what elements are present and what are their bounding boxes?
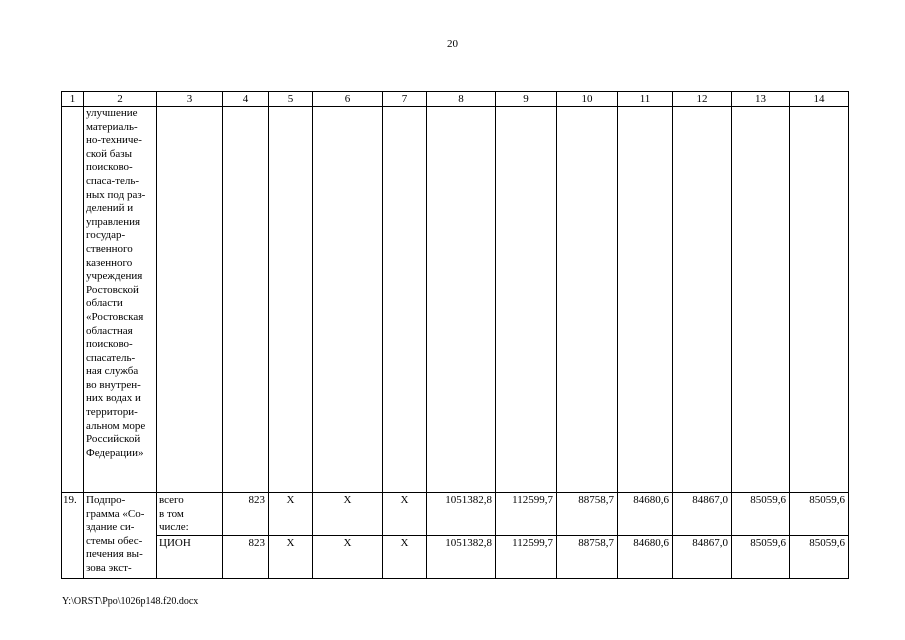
cell-value: Х bbox=[269, 493, 313, 536]
page-number: 20 bbox=[447, 38, 458, 50]
subprogram-name: Подпро- грамма «Со- здание си- стемы обес- печения вы- зова экст- bbox=[84, 493, 157, 579]
cell-value: 84680,6 bbox=[618, 493, 673, 536]
column-number: 11 bbox=[618, 92, 673, 107]
cell-value: 85059,6 bbox=[790, 536, 849, 579]
cell-value: 1051382,8 bbox=[427, 536, 496, 579]
cell-value: Х bbox=[269, 536, 313, 579]
column-number: 8 bbox=[427, 92, 496, 107]
column-number: 10 bbox=[557, 92, 618, 107]
cell-value: 823 bbox=[223, 493, 269, 536]
column-number: 2 bbox=[84, 92, 157, 107]
column-number: 9 bbox=[496, 92, 557, 107]
cell-value: 1051382,8 bbox=[427, 493, 496, 536]
continued-row bbox=[62, 107, 849, 493]
table-row bbox=[62, 536, 849, 579]
table-row bbox=[62, 493, 849, 536]
cell-value: 112599,7 bbox=[496, 536, 557, 579]
column-number-row bbox=[62, 92, 849, 107]
cell-value: Х bbox=[313, 493, 383, 536]
cell-value: Х bbox=[383, 493, 427, 536]
cell-value: 84680,6 bbox=[618, 536, 673, 579]
funding-source: ЦИОН bbox=[157, 536, 223, 579]
row-number: 19. bbox=[62, 493, 84, 579]
column-number: 3 bbox=[157, 92, 223, 107]
column-number: 6 bbox=[313, 92, 383, 107]
column-number: 12 bbox=[673, 92, 732, 107]
column-number: 1 bbox=[62, 92, 84, 107]
cell-value: Х bbox=[383, 536, 427, 579]
cell-value: 112599,7 bbox=[496, 493, 557, 536]
footer-file-path: Y:\ORST\Ppo\1026p148.f20.docx bbox=[62, 596, 199, 607]
cell-value: 823 bbox=[223, 536, 269, 579]
column-number: 13 bbox=[732, 92, 790, 107]
cell-value: 85059,6 bbox=[732, 493, 790, 536]
funding-source: всего в том числе: bbox=[157, 493, 223, 536]
column-number: 14 bbox=[790, 92, 849, 107]
column-number: 5 bbox=[269, 92, 313, 107]
cell-value: Х bbox=[313, 536, 383, 579]
cell-value: 84867,0 bbox=[673, 536, 732, 579]
continued-description: улучшение материаль- но-техниче- ской базы поисково- спаса-тель- ных под раз- делений и управления государ- ственного казенного учреждения Ростовской области «Ростовская областная поисково- спасатель- ная служба во внутрен- них водах и территори- альном море Российской Федерации» bbox=[84, 107, 157, 493]
cell-value: 85059,6 bbox=[790, 493, 849, 536]
column-number: 7 bbox=[383, 92, 427, 107]
cell-value: 85059,6 bbox=[732, 536, 790, 579]
cell-value: 88758,7 bbox=[557, 536, 618, 579]
budget-table bbox=[61, 91, 849, 579]
column-number: 4 bbox=[223, 92, 269, 107]
cell-value: 88758,7 bbox=[557, 493, 618, 536]
cell-value: 84867,0 bbox=[673, 493, 732, 536]
